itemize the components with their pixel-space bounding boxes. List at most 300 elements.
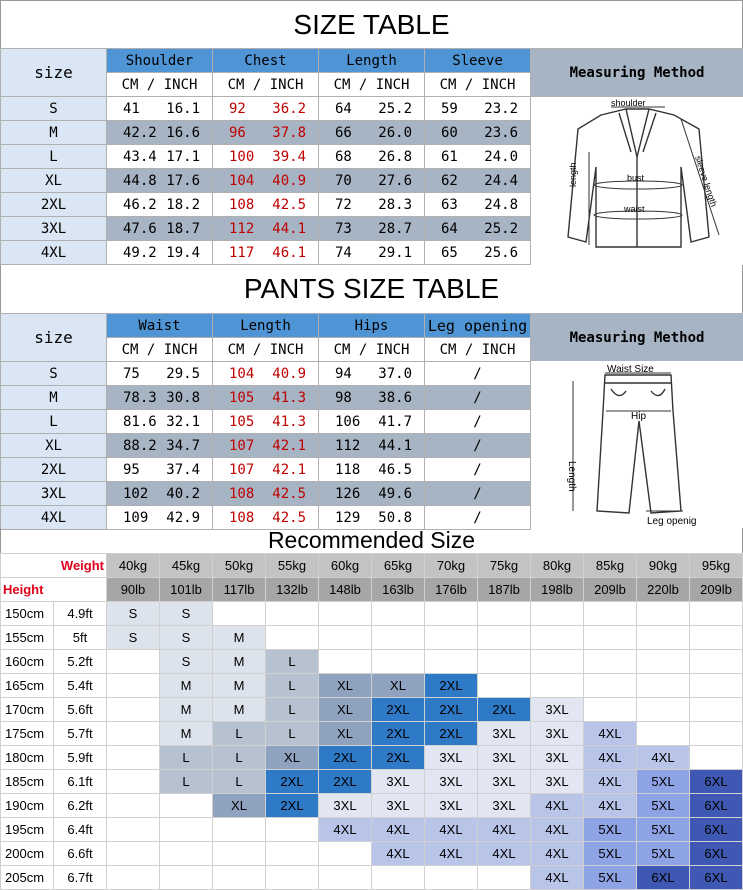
height-ft-cell: 5.2ft (54, 650, 107, 674)
pants-inch-value: 40.2 (166, 486, 200, 502)
height-label: Height (1, 578, 107, 602)
recommended-size-cell: 2XL (372, 698, 425, 722)
weight-lb-cell: 90lb (107, 578, 160, 602)
jacket-cm-value: 41 (123, 101, 140, 117)
recommended-size-cell: 5XL (584, 842, 637, 866)
recommended-size-cell: L (266, 650, 319, 674)
recommended-size-cell: M (160, 722, 213, 746)
jacket-header-sleeve: Sleeve (425, 49, 531, 73)
height-row (1, 842, 743, 866)
weight-lb-cell: 187lb (478, 578, 531, 602)
recommended-size-cell (266, 866, 319, 890)
jacket-cm-value: 61 (441, 149, 458, 165)
recommended-size-cell (266, 602, 319, 626)
jacket-measure-cell (425, 145, 531, 169)
recommended-size-cell (584, 674, 637, 698)
height-ft-cell: 5.6ft (54, 698, 107, 722)
jacket-size-header: size (1, 49, 107, 97)
jacket-unit-label: CM / INCH (213, 73, 319, 97)
recommended-size-cell (531, 650, 584, 674)
pants-header-length: Length (213, 314, 319, 338)
jacket-diagram-waist-label: waist (623, 204, 645, 214)
jacket-size-cell: S (1, 97, 107, 121)
jacket-measure-cell (213, 145, 319, 169)
height-ft-cell: 4.9ft (54, 602, 107, 626)
pants-measure-cell (213, 458, 319, 482)
pants-measure-cell (213, 362, 319, 386)
jacket-size-cell: L (1, 145, 107, 169)
recommended-size-cell: 6XL (690, 794, 743, 818)
recommended-size-cell: XL (213, 794, 266, 818)
recommended-size-cell: 3XL (372, 770, 425, 794)
weight-lb-cell: 198lb (531, 578, 584, 602)
jacket-header-chest: Chest (213, 49, 319, 73)
jacket-table-title: SIZE TABLE (0, 0, 743, 48)
jacket-inch-value: 46.1 (272, 245, 306, 261)
pants-measure-cell (425, 410, 531, 434)
pants-size-cell: 4XL (1, 506, 107, 530)
jacket-cm-value: 60 (441, 125, 458, 141)
height-cm-cell: 180cm (1, 746, 54, 770)
recommended-size-cell: 2XL (425, 722, 478, 746)
height-ft-cell: 6.6ft (54, 842, 107, 866)
pants-measure-cell (107, 410, 213, 434)
weight-lb-cell: 101lb (160, 578, 213, 602)
jacket-cm-value: 43.4 (123, 149, 157, 165)
pants-cm-value: 118 (335, 462, 360, 478)
weight-kg-cell: 75kg (478, 554, 531, 578)
jacket-measure-cell (107, 145, 213, 169)
recommended-size-cell: L (213, 770, 266, 794)
pants-inch-value: 42.5 (272, 486, 306, 502)
pants-inch-value: 41.7 (378, 414, 412, 430)
jacket-cm-value: 96 (229, 125, 246, 141)
pants-diagram-length-label: Length (566, 461, 577, 492)
pants-unit-label: CM / INCH (319, 338, 425, 362)
recommended-size-cell: 4XL (425, 842, 478, 866)
pants-cm-value: 108 (229, 510, 254, 526)
jacket-unit-label: CM / INCH (107, 73, 213, 97)
recommended-size-cell (425, 626, 478, 650)
recommended-size-cell: 5XL (584, 818, 637, 842)
pants-inch-value: 40.9 (272, 366, 306, 382)
jacket-measuring-method: Measuring Method (531, 49, 743, 97)
recommended-size-cell: 5XL (637, 842, 690, 866)
jacket-inch-value: 26.0 (378, 125, 412, 141)
recommended-size-cell: 3XL (478, 722, 531, 746)
weight-kg-cell: 40kg (107, 554, 160, 578)
jacket-diagram-length-label: length (568, 162, 578, 187)
recommended-size-cell (213, 842, 266, 866)
recommended-size-cell: 4XL (531, 794, 584, 818)
recommended-size-cell: 6XL (637, 866, 690, 890)
recommended-size-cell: 4XL (478, 818, 531, 842)
pants-na-value: / (473, 510, 481, 526)
recommended-size-cell: 4XL (372, 818, 425, 842)
recommended-size-cell (584, 698, 637, 722)
recommended-size-cell: 6XL (690, 866, 743, 890)
weight-lb-cell: 148lb (319, 578, 372, 602)
jacket-inch-value: 40.9 (272, 173, 306, 189)
recommended-size-cell (213, 818, 266, 842)
jacket-size-cell: XL (1, 169, 107, 193)
jacket-cm-value: 73 (335, 221, 352, 237)
pants-inch-value: 49.6 (378, 486, 412, 502)
pants-diagram-leg-label: Leg openig (647, 516, 697, 527)
height-row (1, 698, 743, 722)
height-cm-cell: 155cm (1, 626, 54, 650)
jacket-cm-value: 68 (335, 149, 352, 165)
pants-cm-value: 88.2 (123, 438, 157, 454)
pants-diagram-hip-label: Hip (631, 411, 646, 422)
recommended-size-cell (319, 626, 372, 650)
pants-measure-cell (213, 506, 319, 530)
recommended-size-cell (160, 842, 213, 866)
pants-cm-value: 95 (123, 462, 140, 478)
height-row (1, 770, 743, 794)
jacket-header-shoulder: Shoulder (107, 49, 213, 73)
pants-inch-value: 41.3 (272, 414, 306, 430)
pants-cm-value: 102 (123, 486, 148, 502)
jacket-cm-value: 42.2 (123, 125, 157, 141)
height-cm-cell: 185cm (1, 770, 54, 794)
jacket-cm-value: 74 (335, 245, 352, 261)
height-cm-cell: 170cm (1, 698, 54, 722)
jacket-measure-cell (107, 217, 213, 241)
jacket-measure-cell (107, 241, 213, 265)
recommended-size-cell (319, 650, 372, 674)
recommended-size-cell: 3XL (531, 722, 584, 746)
pants-measure-cell (213, 386, 319, 410)
jacket-inch-value: 36.2 (272, 101, 306, 117)
recommended-size-cell: 3XL (319, 794, 372, 818)
jacket-measure-cell (319, 145, 425, 169)
jacket-diagram (531, 97, 743, 265)
weight-lb-cell: 163lb (372, 578, 425, 602)
pants-header-hips: Hips (319, 314, 425, 338)
recommended-size-cell: 3XL (531, 698, 584, 722)
recommended-size-cell (690, 698, 743, 722)
pants-inch-value: 34.7 (166, 438, 200, 454)
jacket-cm-value: 100 (229, 149, 254, 165)
jacket-inch-value: 25.2 (378, 101, 412, 117)
pants-inch-value: 50.8 (378, 510, 412, 526)
jacket-measure-cell (213, 121, 319, 145)
recommended-size-cell: 2XL (372, 722, 425, 746)
jacket-measure-cell (319, 97, 425, 121)
recommended-size-cell (266, 626, 319, 650)
recommended-size-cell (478, 626, 531, 650)
pants-measure-cell (425, 386, 531, 410)
pants-inch-value: 32.1 (166, 414, 200, 430)
pants-measure-cell (107, 386, 213, 410)
jacket-inch-value: 44.1 (272, 221, 306, 237)
pants-inch-value: 42.1 (272, 462, 306, 478)
height-cm-cell: 165cm (1, 674, 54, 698)
jacket-size-cell: M (1, 121, 107, 145)
recommended-size-cell (690, 602, 743, 626)
recommended-size-cell (637, 602, 690, 626)
recommended-size-cell: L (266, 674, 319, 698)
recommended-size-cell (107, 674, 160, 698)
recommended-size-cell: L (213, 746, 266, 770)
jacket-inch-value: 28.7 (378, 221, 412, 237)
pants-measure-cell (425, 506, 531, 530)
recommended-size-cell: 3XL (425, 794, 478, 818)
pants-cm-value: 104 (229, 366, 254, 382)
recommended-size-cell: 4XL (584, 794, 637, 818)
jacket-measure-cell (319, 121, 425, 145)
recommended-size-cell: 3XL (531, 770, 584, 794)
jacket-cm-value: 62 (441, 173, 458, 189)
weight-kg-cell: 55kg (266, 554, 319, 578)
recommended-size-cell: S (160, 650, 213, 674)
height-ft-cell: 5.4ft (54, 674, 107, 698)
jacket-measure-cell (213, 97, 319, 121)
pants-cm-value: 108 (229, 486, 254, 502)
recommended-size-cell (637, 722, 690, 746)
jacket-measure-cell (213, 241, 319, 265)
pants-measure-cell (107, 482, 213, 506)
height-ft-cell: 5ft (54, 626, 107, 650)
pants-measure-cell (319, 362, 425, 386)
recommended-size-cell: L (266, 698, 319, 722)
recommended-size-cell: 6XL (690, 770, 743, 794)
pants-cm-value: 81.6 (123, 414, 157, 430)
recommended-size-cell (478, 866, 531, 890)
jacket-cm-value: 112 (229, 221, 254, 237)
pants-na-value: / (473, 390, 481, 406)
pants-cm-value: 94 (335, 366, 352, 382)
recommended-size-cell (266, 818, 319, 842)
jacket-inch-value: 24.4 (484, 173, 518, 189)
recommended-size-cell: 3XL (531, 746, 584, 770)
recommended-size-cell: 4XL (584, 770, 637, 794)
recommended-size-cell: 5XL (637, 770, 690, 794)
jacket-inch-value: 24.0 (484, 149, 518, 165)
recommended-size-cell (690, 746, 743, 770)
jacket-measure-cell (213, 217, 319, 241)
weight-lb-cell: 220lb (637, 578, 690, 602)
recommended-size-cell: 2XL (266, 770, 319, 794)
jacket-cm-value: 66 (335, 125, 352, 141)
weight-lb-cell: 117lb (213, 578, 266, 602)
recommended-size-cell: 2XL (425, 698, 478, 722)
recommended-size-cell: 4XL (584, 746, 637, 770)
height-row (1, 602, 743, 626)
weight-lb-cell: 176lb (425, 578, 478, 602)
pants-measure-cell (213, 482, 319, 506)
jacket-inch-value: 23.2 (484, 101, 518, 117)
jacket-measure-cell (213, 169, 319, 193)
recommended-size-cell: 2XL (478, 698, 531, 722)
jacket-cm-value: 117 (229, 245, 254, 261)
jacket-cm-value: 47.6 (123, 221, 157, 237)
recommended-size-cell: S (160, 626, 213, 650)
jacket-cm-value: 63 (441, 197, 458, 213)
pants-measure-cell (425, 482, 531, 506)
recommended-size-cell (213, 602, 266, 626)
height-row (1, 722, 743, 746)
pants-inch-value: 30.8 (166, 390, 200, 406)
pants-table-title: PANTS SIZE TABLE (0, 265, 743, 313)
pants-header-leg-opening: Leg opening (425, 314, 531, 338)
jacket-inch-value: 25.6 (484, 245, 518, 261)
recommended-size-cell: 3XL (372, 794, 425, 818)
jacket-cm-value: 44.8 (123, 173, 157, 189)
recommended-size-cell: 4XL (531, 818, 584, 842)
pants-inch-value: 42.5 (272, 510, 306, 526)
recommended-size-cell (107, 794, 160, 818)
recommended-size-cell (425, 602, 478, 626)
recommended-size-cell (531, 602, 584, 626)
height-row (1, 650, 743, 674)
pants-na-value: / (473, 462, 481, 478)
height-ft-cell: 6.1ft (54, 770, 107, 794)
recommended-size-cell (584, 650, 637, 674)
height-ft-cell: 6.2ft (54, 794, 107, 818)
jacket-measure-cell (213, 193, 319, 217)
weight-kg-cell: 85kg (584, 554, 637, 578)
jacket-cm-value: 72 (335, 197, 352, 213)
jacket-measure-cell (319, 241, 425, 265)
pants-cm-value: 107 (229, 438, 254, 454)
pants-measure-cell (107, 458, 213, 482)
pants-measure-cell (319, 458, 425, 482)
recommended-size-cell: XL (319, 674, 372, 698)
pants-cm-value: 112 (335, 438, 360, 454)
pants-inch-value: 41.3 (272, 390, 306, 406)
recommended-size-cell: XL (266, 746, 319, 770)
recommended-size-cell: 4XL (425, 818, 478, 842)
pants-measure-cell (425, 458, 531, 482)
recommended-size-cell (478, 602, 531, 626)
pants-measure-cell (319, 482, 425, 506)
recommended-size-cell (160, 818, 213, 842)
height-row (1, 674, 743, 698)
pants-measure-cell (425, 434, 531, 458)
jacket-measure-cell (425, 169, 531, 193)
pants-inch-value: 37.0 (378, 366, 412, 382)
recommended-size-cell: M (213, 626, 266, 650)
recommended-size-cell (160, 866, 213, 890)
jacket-measure-cell (107, 97, 213, 121)
recommended-size-cell: 3XL (478, 746, 531, 770)
jacket-unit-label: CM / INCH (425, 73, 531, 97)
recommended-size-cell: 4XL (637, 746, 690, 770)
recommended-size-title: Recommended Size (0, 528, 743, 553)
pants-measure-cell (107, 434, 213, 458)
jacket-inch-value: 25.2 (484, 221, 518, 237)
recommended-size-cell (690, 626, 743, 650)
recommended-size-cell: 2XL (372, 746, 425, 770)
recommended-size-cell (107, 746, 160, 770)
recommended-size-cell: 3XL (478, 794, 531, 818)
recommended-size-cell: L (160, 770, 213, 794)
jacket-diagram-sleeve-label: sleeve length (693, 155, 719, 209)
recommended-size-cell (160, 794, 213, 818)
jacket-inch-value: 18.7 (166, 221, 200, 237)
recommended-size-cell: XL (319, 698, 372, 722)
recommended-size-cell: L (160, 746, 213, 770)
jacket-size-cell: 2XL (1, 193, 107, 217)
jacket-measure-cell (425, 97, 531, 121)
height-row (1, 746, 743, 770)
jacket-inch-value: 27.6 (378, 173, 412, 189)
jacket-inch-value: 26.8 (378, 149, 412, 165)
jacket-cm-value: 64 (335, 101, 352, 117)
recommended-size-cell (478, 674, 531, 698)
pants-measure-cell (425, 362, 531, 386)
recommended-size-cell: 2XL (266, 794, 319, 818)
height-row (1, 626, 743, 650)
height-cm-cell: 195cm (1, 818, 54, 842)
recommended-size-cell: XL (372, 674, 425, 698)
jacket-cm-value: 108 (229, 197, 254, 213)
pants-size-cell: L (1, 410, 107, 434)
jacket-measure-cell (319, 193, 425, 217)
recommended-size-cell: 6XL (690, 818, 743, 842)
recommended-size-cell: 4XL (478, 842, 531, 866)
height-row (1, 794, 743, 818)
recommended-size-cell: M (213, 674, 266, 698)
pants-inch-value: 29.5 (166, 366, 200, 382)
height-cm-cell: 200cm (1, 842, 54, 866)
pants-diagram-waist-label: Waist Size (607, 364, 654, 375)
pants-na-value: / (473, 438, 481, 454)
pants-measure-cell (319, 386, 425, 410)
height-ft-cell: 5.7ft (54, 722, 107, 746)
jacket-measure-cell (425, 241, 531, 265)
pants-inch-value: 42.1 (272, 438, 306, 454)
pants-cm-value: 98 (335, 390, 352, 406)
weight-lb-cell: 209lb (690, 578, 743, 602)
recommended-size-cell: L (266, 722, 319, 746)
recommended-size-cell: 4XL (319, 818, 372, 842)
height-row (1, 818, 743, 842)
recommended-size-cell (213, 866, 266, 890)
pants-na-value: / (473, 366, 481, 382)
jacket-diagram-bust-label: bust (627, 173, 645, 183)
recommended-size-cell: L (213, 722, 266, 746)
weight-kg-cell: 45kg (160, 554, 213, 578)
recommended-size-cell (107, 866, 160, 890)
recommended-size-cell (690, 650, 743, 674)
jacket-cm-value: 59 (441, 101, 458, 117)
weight-kg-cell: 90kg (637, 554, 690, 578)
pants-inch-value: 46.5 (378, 462, 412, 478)
jacket-inch-value: 19.4 (166, 245, 200, 261)
jacket-measure-cell (107, 169, 213, 193)
pants-unit-label: CM / INCH (425, 338, 531, 362)
height-ft-cell: 5.9ft (54, 746, 107, 770)
weight-label: Weight (1, 554, 107, 578)
pants-measure-cell (107, 362, 213, 386)
jacket-cm-value: 65 (441, 245, 458, 261)
jacket-inch-value: 17.1 (166, 149, 200, 165)
pants-measuring-method: Measuring Method (531, 314, 743, 362)
weight-kg-cell: 60kg (319, 554, 372, 578)
pants-na-value: / (473, 414, 481, 430)
recommended-size-cell: 4XL (531, 842, 584, 866)
recommended-size-cell (531, 626, 584, 650)
pants-cm-value: 75 (123, 366, 140, 382)
recommended-size-cell (372, 866, 425, 890)
pants-header-waist: Waist (107, 314, 213, 338)
recommended-size-cell: 3XL (425, 770, 478, 794)
jacket-inch-value: 42.5 (272, 197, 306, 213)
jacket-measure-cell (107, 193, 213, 217)
